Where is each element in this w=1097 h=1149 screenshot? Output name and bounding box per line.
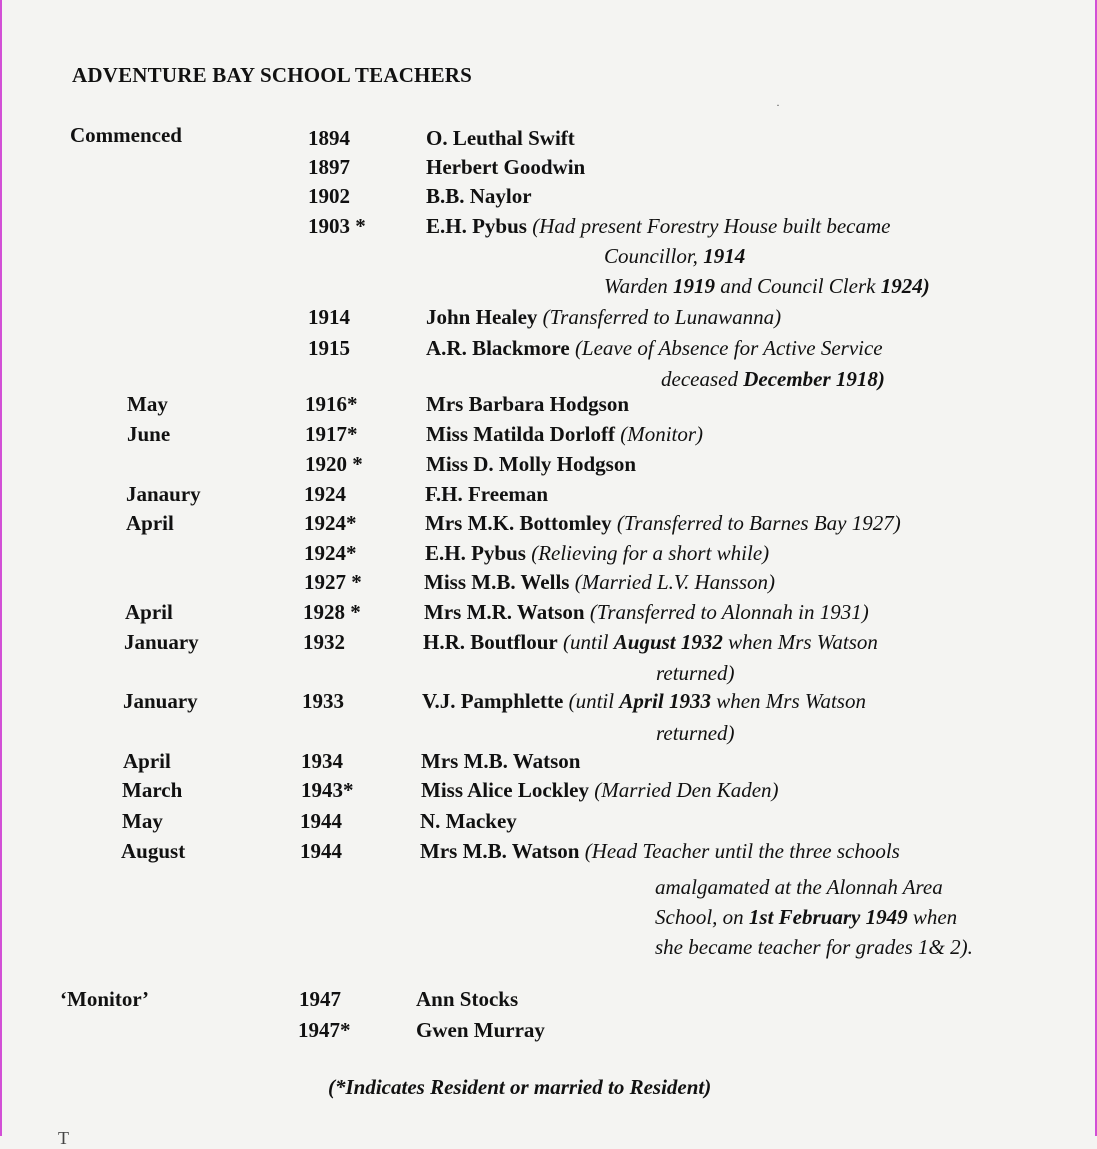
entry-month: August	[121, 839, 186, 863]
entry-teacher: Gwen Murray	[416, 1018, 545, 1042]
entry-year: 1943*	[301, 778, 354, 802]
entry-teacher: Miss M.B. Wells (Married L.V. Hansson)	[424, 570, 775, 594]
entry-year: 1934	[301, 749, 343, 773]
table-row	[0, 479, 1097, 509]
table-row	[0, 211, 1097, 241]
table-row	[0, 419, 1097, 449]
entry-month: May	[122, 809, 163, 833]
entry-year: 1924*	[304, 511, 357, 535]
entry-teacher: H.R. Boutflour (until August 1932 when Mrs Watson	[423, 630, 878, 654]
entry-teacher: O. Leuthal Swift	[426, 126, 575, 150]
table-row	[0, 152, 1097, 182]
table-row	[0, 686, 1097, 716]
entry-teacher: Mrs M.B. Watson (Head Teacher until the three schools	[420, 839, 900, 863]
entry-year: 1916*	[305, 392, 358, 416]
table-row	[0, 302, 1097, 332]
table-row	[0, 508, 1097, 538]
entry-note-continued: amalgamated at the Alonnah Area	[655, 875, 943, 899]
scan-speck: ·	[776, 98, 780, 112]
entry-teacher: Miss Matilda Dorloff (Monitor)	[426, 422, 704, 446]
entry-teacher: Mrs M.K. Bottomley (Transferred to Barnes Bay 1927)	[425, 511, 901, 535]
entry-year: 1947	[299, 987, 341, 1011]
entry-teacher: Mrs M.B. Watson	[421, 749, 581, 773]
entry-teacher: V.J. Pamphlette (until April 1933 when Mrs Watson	[422, 689, 866, 713]
entry-year: 1944	[300, 839, 342, 863]
entry-month: April	[123, 749, 171, 773]
table-row	[0, 389, 1097, 419]
entry-year: 1947*	[298, 1018, 351, 1042]
entry-year: 1933	[302, 689, 344, 713]
table-row	[0, 806, 1097, 836]
entry-month: January	[124, 630, 199, 654]
entry-teacher: B.B. Naylor	[426, 184, 532, 208]
entry-year: 1917*	[305, 422, 358, 446]
table-row	[0, 627, 1097, 657]
entry-teacher: E.H. Pybus (Relieving for a short while)	[425, 541, 770, 565]
table-row	[0, 597, 1097, 627]
table-row	[0, 123, 1097, 153]
entry-note-continued: she became teacher for grades 1& 2).	[655, 935, 973, 959]
monitor-label: ‘Monitor’	[60, 987, 150, 1011]
entry-teacher: Miss D. Molly Hodgson	[426, 452, 637, 476]
entry-note-continued: deceased December 1918)	[661, 367, 885, 391]
entry-year: 1920 *	[305, 452, 363, 476]
entry-month: March	[122, 778, 183, 802]
entry-year: 1928 *	[303, 600, 361, 624]
entry-year: 1924	[304, 482, 346, 506]
entry-teacher: E.H. Pybus (Had present Forestry House built became	[426, 214, 891, 238]
entry-year: 1927 *	[304, 570, 362, 594]
table-row	[0, 1015, 1097, 1045]
entry-month: January	[123, 689, 198, 713]
entry-note-continued: Warden 1919 and Council Clerk 1924)	[604, 274, 930, 298]
table-row	[0, 775, 1097, 805]
entry-year: 1902	[308, 184, 350, 208]
entry-month: Janaury	[126, 482, 201, 506]
commenced-label: Commenced	[70, 123, 182, 147]
entry-month: April	[126, 511, 174, 535]
entry-year: 1914	[308, 305, 350, 329]
entry-teacher: F.H. Freeman	[425, 482, 549, 506]
table-row	[0, 538, 1097, 568]
footnote: (*Indicates Resident or married to Resident)	[328, 1075, 712, 1099]
entry-note-continued: returned)	[656, 721, 735, 745]
entry-year: 1897	[308, 155, 350, 179]
entry-teacher: Mrs Barbara Hodgson	[426, 392, 630, 416]
entry-note-continued: Councillor, 1914	[604, 244, 746, 268]
table-row	[0, 333, 1097, 363]
entry-year: 1924*	[304, 541, 357, 565]
entry-year: 1894	[308, 126, 350, 150]
entry-year: 1932	[303, 630, 345, 654]
entry-month: June	[127, 422, 171, 446]
cut-off-text: T	[58, 1128, 69, 1148]
entry-teacher: John Healey (Transferred to Lunawanna)	[426, 305, 782, 329]
entry-teacher: Ann Stocks	[416, 987, 519, 1011]
entry-year: 1944	[300, 809, 342, 833]
table-row	[0, 746, 1097, 776]
page-title: ADVENTURE BAY SCHOOL TEACHERS	[72, 63, 473, 87]
table-row	[0, 836, 1097, 866]
table-row	[0, 567, 1097, 597]
entry-note-continued: returned)	[656, 661, 735, 685]
entry-year: 1915	[308, 336, 350, 360]
table-row	[0, 984, 1097, 1014]
entry-note-continued: School, on 1st February 1949 when	[655, 905, 958, 929]
entry-teacher: Miss Alice Lockley (Married Den Kaden)	[421, 778, 779, 802]
table-row	[0, 181, 1097, 211]
entry-year: 1903 *	[308, 214, 366, 238]
entry-teacher: N. Mackey	[420, 809, 517, 833]
entry-teacher: Mrs M.R. Watson (Transferred to Alonnah in 1931)	[424, 600, 869, 624]
entry-teacher: A.R. Blackmore (Leave of Absence for Active Service	[426, 336, 883, 360]
table-row	[0, 449, 1097, 479]
entry-month: May	[127, 392, 168, 416]
entry-teacher: Herbert Goodwin	[426, 155, 586, 179]
entry-month: April	[125, 600, 173, 624]
